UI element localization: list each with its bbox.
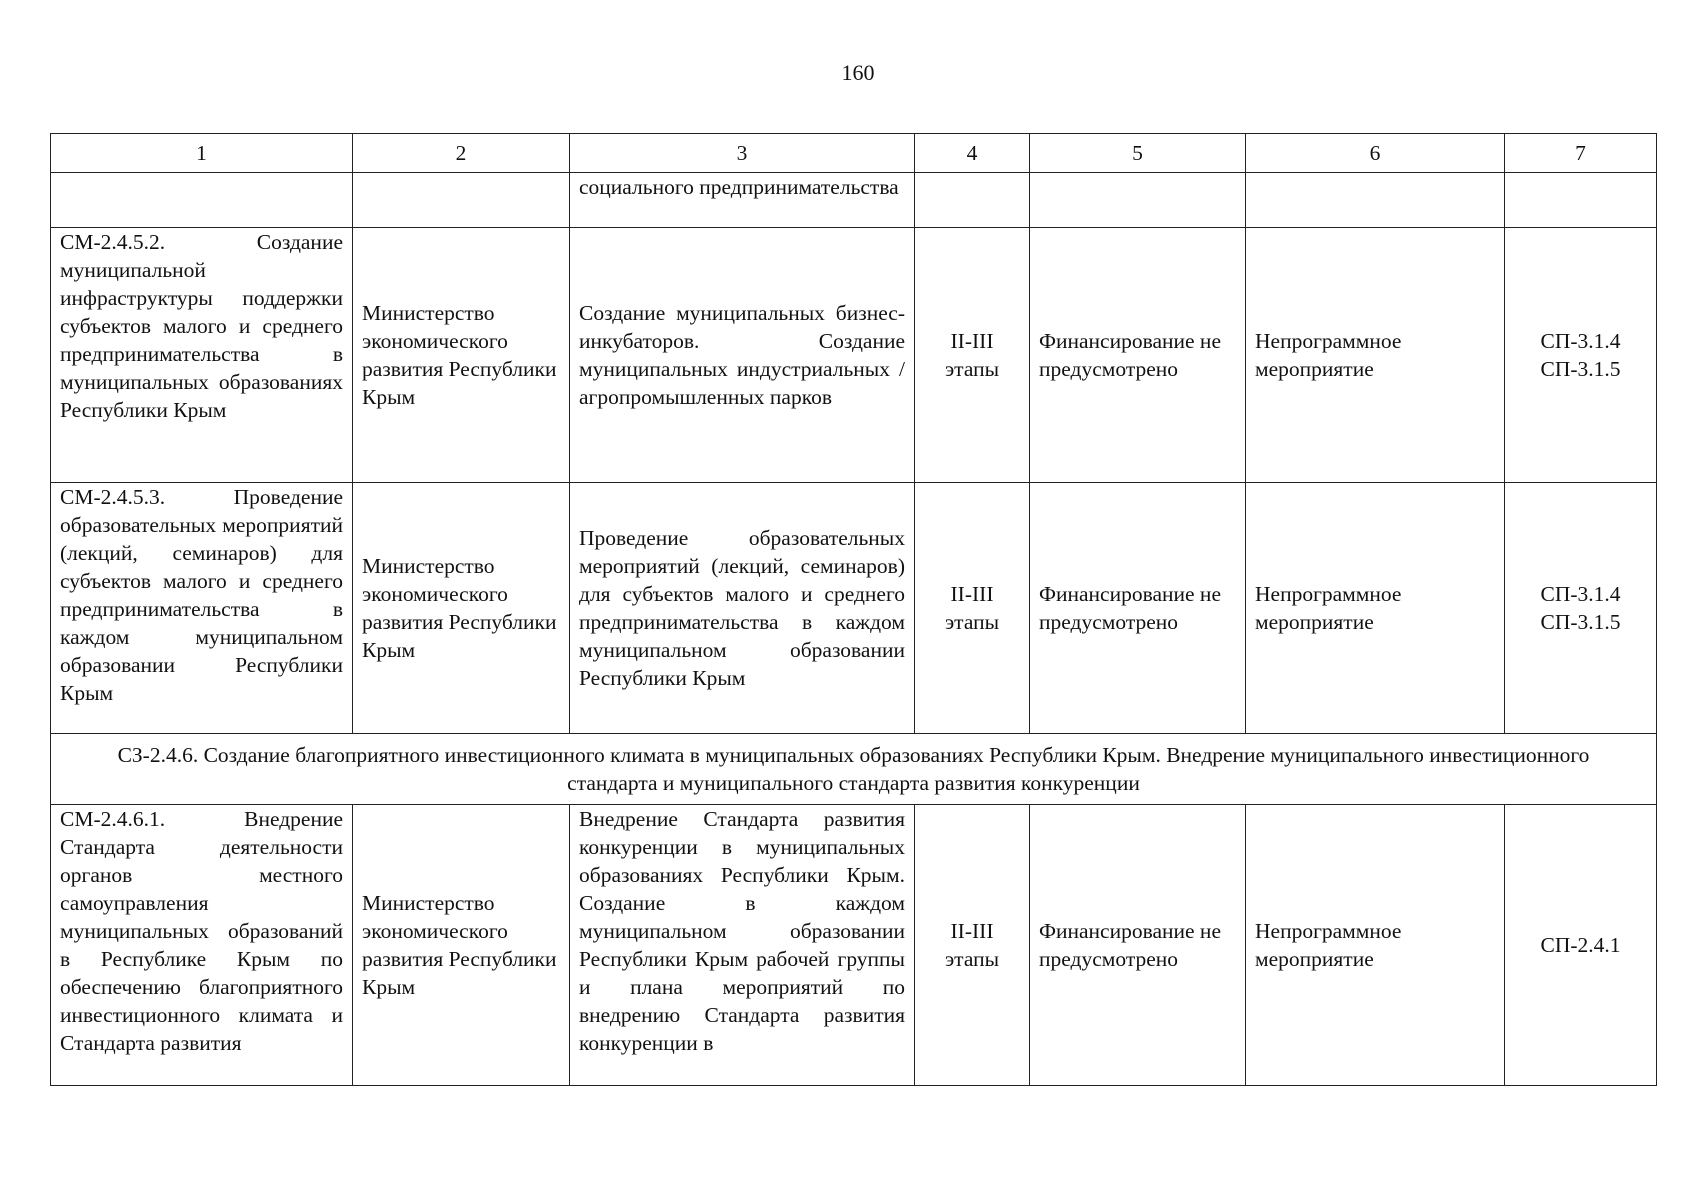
column-header: 1 (51, 134, 353, 173)
description-cell: социального предпринимательства (570, 173, 915, 228)
column-header: 6 (1246, 134, 1505, 173)
stages-cell: II-III этапы (915, 483, 1030, 734)
program-cell: Непрограммное мероприятие (1246, 483, 1505, 734)
links-cell: СП-2.4.1 (1505, 805, 1657, 1086)
section-heading: СЗ-2.4.6. Создание благоприятного инвестиционного климата в муниципальных образованиях Республики Крым. Внедрение муниципального инвестиционного стандарта и муниципального стандарта развития конкуренции (51, 734, 1657, 805)
page-number: 160 (841, 60, 875, 85)
empty-cell (1246, 173, 1505, 228)
financing-cell: Финансирование не предусмотрено (1030, 805, 1246, 1086)
table-row (51, 805, 1657, 1086)
measure-text: СМ-2.4.6.1. Внедрение Стандарта деятельности органов местного самоуправления муниципальных образований в Республике Крым по обеспечению благоприятного инвестиционного климата и Стандарта развития (60, 807, 343, 1055)
measure-cell (51, 805, 353, 1086)
continuation-row (51, 173, 1657, 228)
measure-cell: СМ-2.4.5.2. Создание муниципальной инфраструктуры поддержки субъектов малого и среднего предпринимательства в муниципальных образованиях Республики Крым (51, 228, 353, 483)
column-header: 4 (915, 134, 1030, 173)
empty-cell (1030, 173, 1246, 228)
measure-cell: СМ-2.4.5.3. Проведение образовательных мероприятий (лекций, семинаров) для субъектов малого и среднего предпринимательства в каждом муниципальном образовании Республики Крым (51, 483, 353, 734)
table-header-row (51, 134, 1657, 173)
column-header: 2 (353, 134, 570, 173)
executor-cell: Министерство экономического развития Республики Крым (353, 228, 570, 483)
description-text: Внедрение Стандарта развития конкуренции в муниципальных образованиях Республики Крым. Создание в каждом муниципальном образовании Республики Крым рабочей группы и плана мероприятий по внедрению Стандарта развития конкуренции в (579, 807, 905, 1055)
financing-cell: Финансирование не предусмотрено (1030, 483, 1246, 734)
stages-cell: II-III этапы (915, 228, 1030, 483)
program-cell: Непрограммное мероприятие (1246, 228, 1505, 483)
executor-cell: Министерство экономического развития Республики Крым (353, 805, 570, 1086)
links-cell: СП-3.1.4 СП-3.1.5 (1505, 483, 1657, 734)
description-cell: Проведение образовательных мероприятий (лекций, семинаров) для субъектов малого и среднего предпринимательства в каждом муниципальном образовании Республики Крым (570, 483, 915, 734)
section-heading-row (51, 734, 1657, 805)
column-header: 5 (1030, 134, 1246, 173)
empty-cell (353, 173, 570, 228)
description-cell: Создание муниципальных бизнес-инкубаторов. Создание муниципальных индустриальных / агропромышленных парков (570, 228, 915, 483)
empty-cell (1505, 173, 1657, 228)
column-header: 7 (1505, 134, 1657, 173)
description-cell (570, 805, 915, 1086)
empty-cell (915, 173, 1030, 228)
stages-cell: II-III этапы (915, 805, 1030, 1086)
links-cell: СП-3.1.4 СП-3.1.5 (1505, 228, 1657, 483)
financing-cell: Финансирование не предусмотрено (1030, 228, 1246, 483)
program-cell: Непрограммное мероприятие (1246, 805, 1505, 1086)
column-header: 3 (570, 134, 915, 173)
measures-table (50, 133, 1657, 1086)
executor-cell: Министерство экономического развития Республики Крым (353, 483, 570, 734)
empty-cell (51, 173, 353, 228)
table-row (51, 228, 1657, 483)
table-row (51, 483, 1657, 734)
